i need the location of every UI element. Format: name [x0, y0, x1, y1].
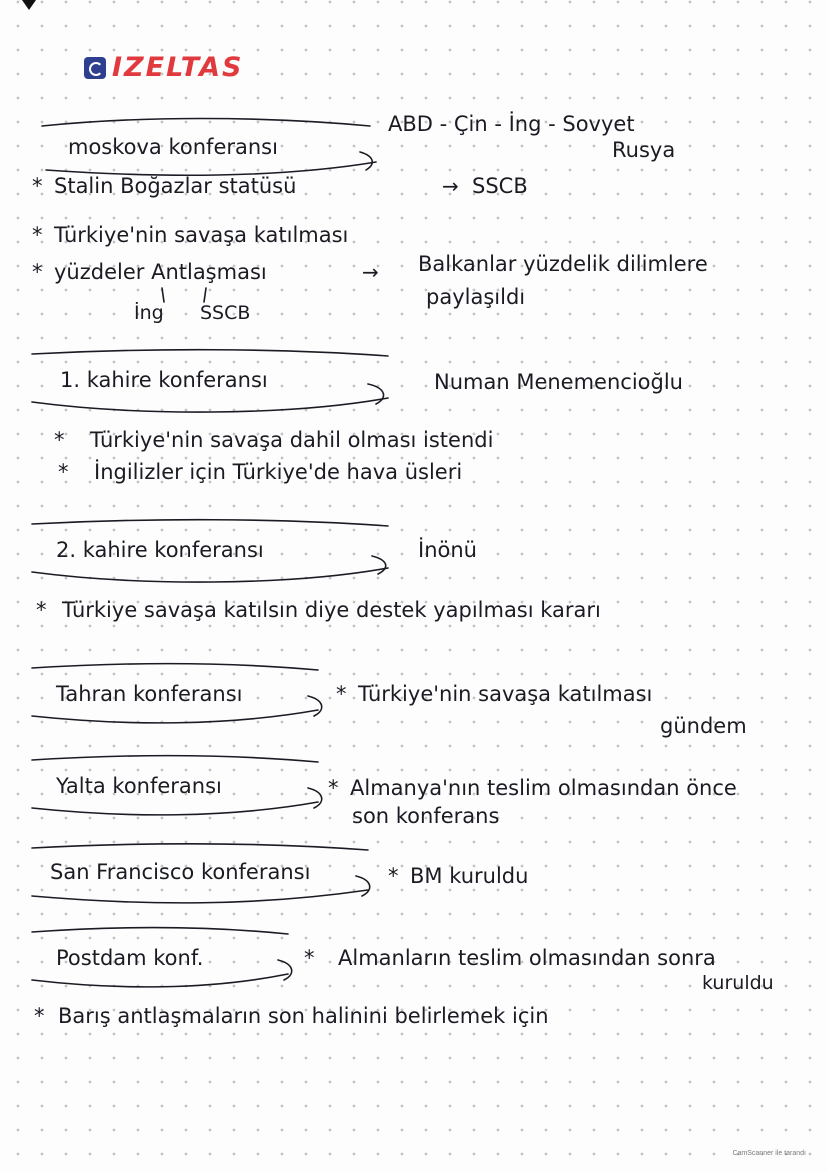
postdam-line1: Barış antlaşmaların son halinini belirlemek için [58, 1004, 549, 1028]
moskova-line3-result2: paylaşıldı [426, 285, 526, 309]
postdam-side1: Almanların teslim olmasından sonra [338, 946, 716, 970]
kahire1-heading: 1. kahire konferansı [60, 368, 268, 392]
sanfrancisco-heading: San Francisco konferansı [50, 860, 311, 884]
izeltas-logo-icon [84, 57, 106, 79]
logo-text: IZELTAS [112, 52, 244, 83]
arrow-icon: → [362, 260, 379, 284]
bullet-star: * [34, 1004, 45, 1028]
kahire1-line1: Türkiye'nin savaşa dahil olması istendi [90, 428, 494, 452]
kahire2-side: İnönü [418, 538, 477, 562]
bullet-star: * [304, 946, 315, 970]
moskova-line3-result1: Balkanlar yüzdelik dilimlere [418, 252, 708, 276]
bullet-star: * [32, 260, 43, 284]
sanfrancisco-side: BM kuruldu [410, 864, 529, 888]
bullet-star: * [32, 174, 43, 198]
moskova-line1: Stalin Boğazlar statüsü [54, 174, 297, 198]
moskova-side-line2: Rusya [612, 138, 676, 162]
bullet-star: * [58, 460, 69, 484]
scanner-footer: CamScanner ile tarandı [732, 1150, 806, 1157]
bullet-star: * [388, 864, 399, 888]
izeltas-logo [84, 52, 243, 83]
arrow-icon: → [442, 174, 459, 198]
postdam-heading: Postdam konf. [56, 946, 204, 970]
moskova-line2: Türkiye'nin savaşa katılması [54, 223, 349, 247]
postdam-side2: kuruldu [702, 972, 774, 994]
yalta-side2: son konferans [352, 804, 500, 828]
kahire1-side: Numan Menemencioğlu [434, 370, 683, 394]
moskova-side-line1: ABD - Çin - İng - Sovyet [388, 112, 635, 136]
moskova-line1-arrow-target: SSCB [472, 174, 528, 198]
tahran-side2: gündem [660, 714, 747, 738]
tahran-side1: Türkiye'nin savaşa katılması [358, 682, 653, 706]
kahire2-heading: 2. kahire konferansı [56, 538, 264, 562]
moskova-heading: moskova konferansı [68, 135, 278, 159]
bullet-star: * [36, 598, 47, 622]
bullet-star: * [336, 682, 347, 706]
moskova-line4b: SSCB [200, 302, 251, 324]
moskova-line3: yüzdeler Antlaşması [54, 260, 267, 284]
bullet-star: * [32, 223, 43, 247]
kahire1-line2: İngilizler için Türkiye'de hava üsleri [94, 460, 463, 484]
yalta-heading: Yalta konferansı [56, 774, 222, 798]
bullet-star: * [54, 428, 65, 452]
bullet-star: * [328, 776, 339, 800]
tahran-heading: Tahran konferansı [56, 682, 243, 706]
kahire2-line1: Türkiye savaşa katılsın diye destek yapılması kararı [62, 598, 601, 622]
moskova-line4a: İng [134, 302, 164, 324]
corner-mark [22, 0, 36, 10]
yalta-side1: Almanya'nın teslim olmasından önce [350, 776, 737, 800]
